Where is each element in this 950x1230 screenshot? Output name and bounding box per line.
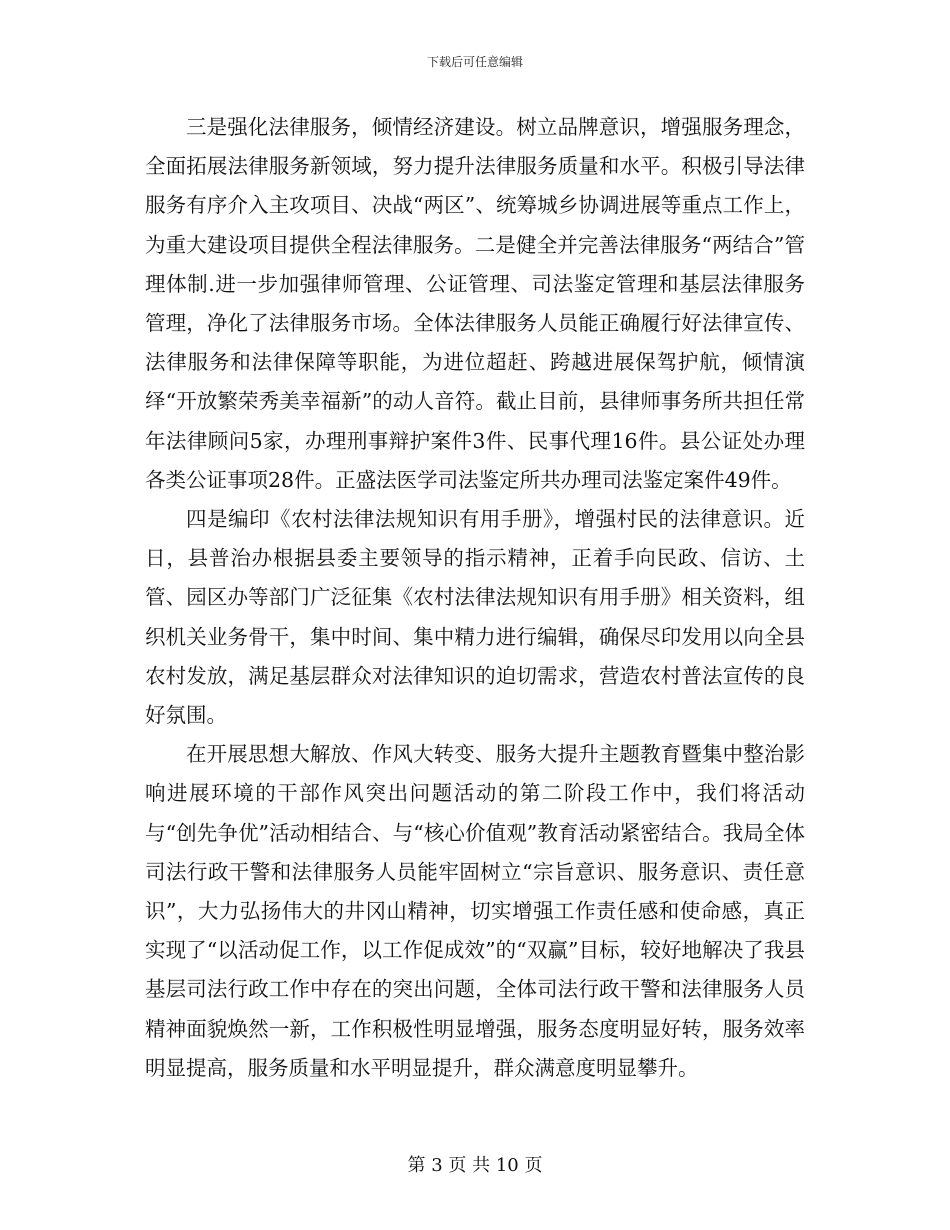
paragraph-rural-law-handbook: 四是编印《农村法律法规知识有用手册》，增强村民的法律意识。近日，县普治办根据县委主要领导的指示精神，正着手向民政、信访、土管、园区办等部门广泛征集《农村法律法规知识有用手册》相关资料，组织机关业务骨干，集中时间、集中精力进行编辑，确保尽印发用以向全县农村发放，满足基层群众对法律知识的迫切需求，营造农村普法宣传的良好氛围。 <box>145 507 805 728</box>
paragraph-legal-services: 三是强化法律服务，倾情经济建设。树立品牌意识，增强服务理念，全面拓展法律服务新领域，努力提升法律服务质量和水平。积极引导法律服务有序介入主攻项目、决战“两区”、统筹城乡协调进展等重点工作上，为重大建设项目提供全程法律服务。二是健全并完善法律服务“两结合”管理体制.进一步加强律师管理、公证管理、司法鉴定管理和基层法律服务管理，净化了法律服务市场。全体法律服务人员能正确履行好法律宣传、法律服务和法律保障等职能，为进位超赶、跨越进展保驾护航，倾情演绎“开放繁荣秀美幸福新”的动人音符。截止目前，县律师事务所共担任常年法律顾问5家，办理刑事辩护案件3件、民事代理16件。县公证处办理各类公证事项28件。正盛法医学司法鉴定所共办理司法鉴定案件49件。 <box>145 115 805 492</box>
paragraph-campaign-summary: 在开展思想大解放、作风大转变、服务大提升主题教育暨集中整治影响进展环境的干部作风突出问题活动的第二阶段工作中，我们将活动与“创先争优”活动相结合、与“核心价值观”教育活动紧密结合。我局全体司法行政干警和法律服务人员能牢固树立“宗旨意识、服务意识、责任意识”，大力弘扬伟大的井冈山精神，切实增强工作责任感和使命感，真正实现了“以活动促工作，以工作促成效”的“双赢”目标，较好地解决了我县基层司法行政工作中存在的突出问题，全体司法行政干警和法律服务人员精神面貌焕然一新，工作积极性明显增强，服务态度明显好转，服务效率明显提高，服务质量和水平明显提升，群众满意度明显攀升。 <box>145 742 805 1080</box>
page-number-footer: 第 3 页 共 10 页 <box>407 1155 543 1176</box>
page-header-note: 下载后可任意编辑 <box>426 55 523 69</box>
document-body <box>145 108 805 1088</box>
